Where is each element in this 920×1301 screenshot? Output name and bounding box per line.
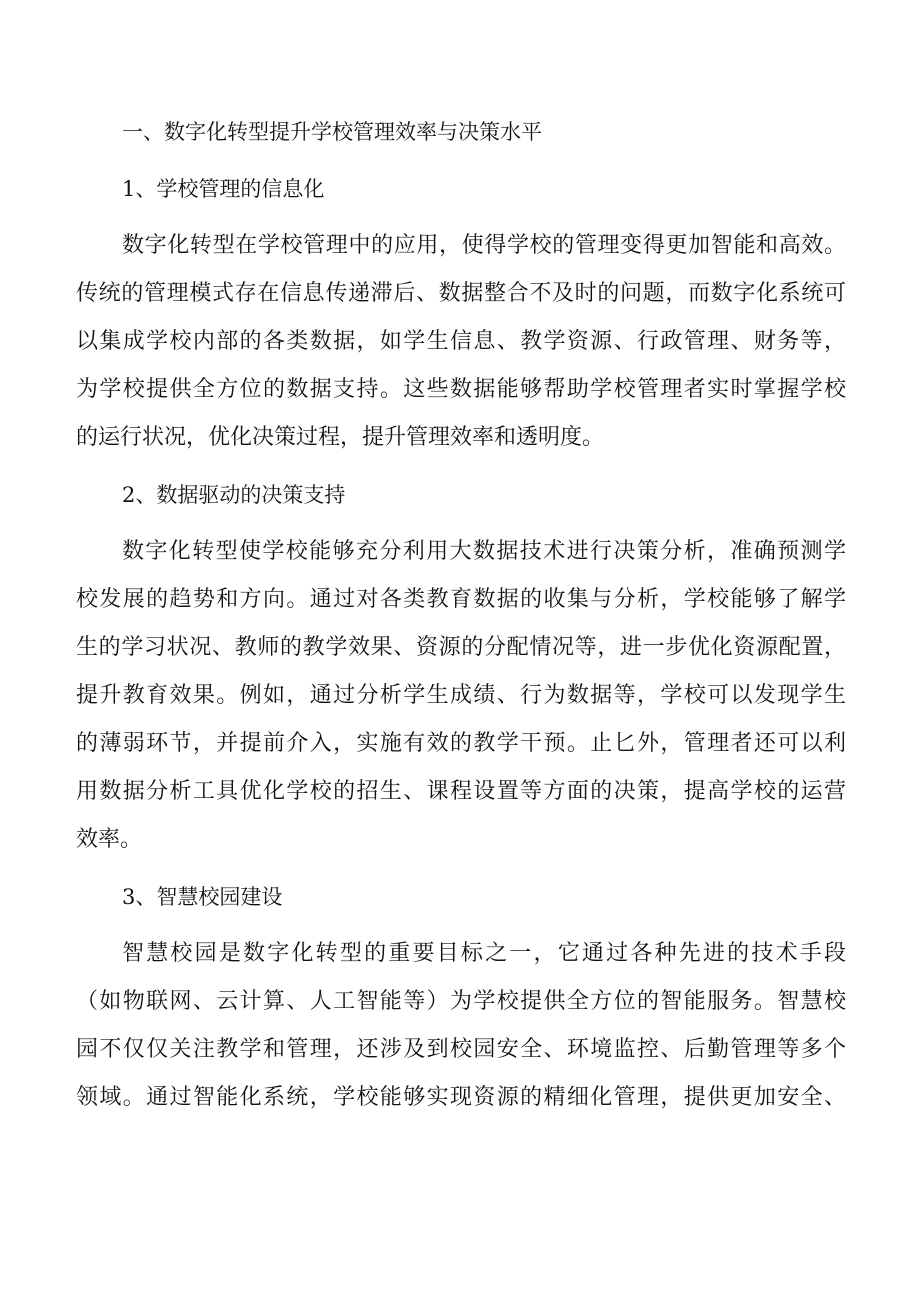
paragraph-line: 的运行状况，优化决策过程，提升管理效率和透明度。 bbox=[76, 425, 605, 450]
paragraph-line: 园不仅仅关注教学和管理，还涉及到校园安全、环境监控、后勤管理等多个 bbox=[76, 1037, 846, 1062]
section-2-title: 2、数据驱动的决策支持 bbox=[122, 483, 346, 507]
section-3-title: 3、智慧校园建设 bbox=[122, 885, 283, 909]
paragraph-line: 校发展的趋势和方向。通过对各类教育数据的收集与分析，学校能够了解学 bbox=[76, 587, 846, 612]
paragraph-line: 效率。 bbox=[76, 827, 143, 852]
section-1-title: 1、学校管理的信息化 bbox=[122, 177, 325, 201]
paragraph-line: （如物联网、云计算、人工智能等）为学校提供全方位的智能服务。智慧校 bbox=[76, 989, 846, 1014]
paragraph-line: 数字化转型使学校能够充分利用大数据技术进行决策分析，准确预测学 bbox=[122, 539, 846, 564]
paragraph-line: 传统的管理模式存在信息传递滞后、数据整合不及时的问题，而数字化系统可 bbox=[76, 281, 846, 306]
document-body bbox=[76, 108, 846, 1131]
main-heading: 一、数字化转型提升学校管理效率与决策水平 bbox=[122, 120, 542, 144]
paragraph-line: 生的学习状况、教师的教学效果、资源的分配情况等，进一步优化资源配置， bbox=[76, 635, 846, 660]
paragraph-line: 为学校提供全方位的数据支持。这些数据能够帮助学校管理者实时掌握学校 bbox=[76, 377, 846, 402]
paragraph-line: 的薄弱环节，并提前介入，实施有效的教学干预。止匕外，管理者还可以利 bbox=[76, 731, 846, 756]
paragraph-line: 领域。通过智能化系统，学校能够实现资源的精细化管理，提供更加安全、 bbox=[76, 1085, 846, 1110]
paragraph-line: 用数据分析工具优化学校的招生、课程设置等方面的决策，提高学校的运营 bbox=[76, 779, 846, 804]
section-2-paragraph bbox=[76, 528, 846, 864]
paragraph-line: 数字化转型在学校管理中的应用，使得学校的管理变得更加智能和高效。 bbox=[122, 233, 846, 258]
paragraph-line: 以集成学校内部的各类数据，如学生信息、教学资源、行政管理、财务等， bbox=[76, 329, 846, 354]
section-1-paragraph bbox=[76, 222, 846, 462]
paragraph-line: 智慧校园是数字化转型的重要目标之一，它通过各种先进的技术手段 bbox=[122, 941, 846, 966]
paragraph-line: 提升教育效果。例如，通过分析学生成绩、行为数据等，学校可以发现学生 bbox=[76, 683, 846, 708]
section-3-paragraph bbox=[76, 930, 846, 1122]
